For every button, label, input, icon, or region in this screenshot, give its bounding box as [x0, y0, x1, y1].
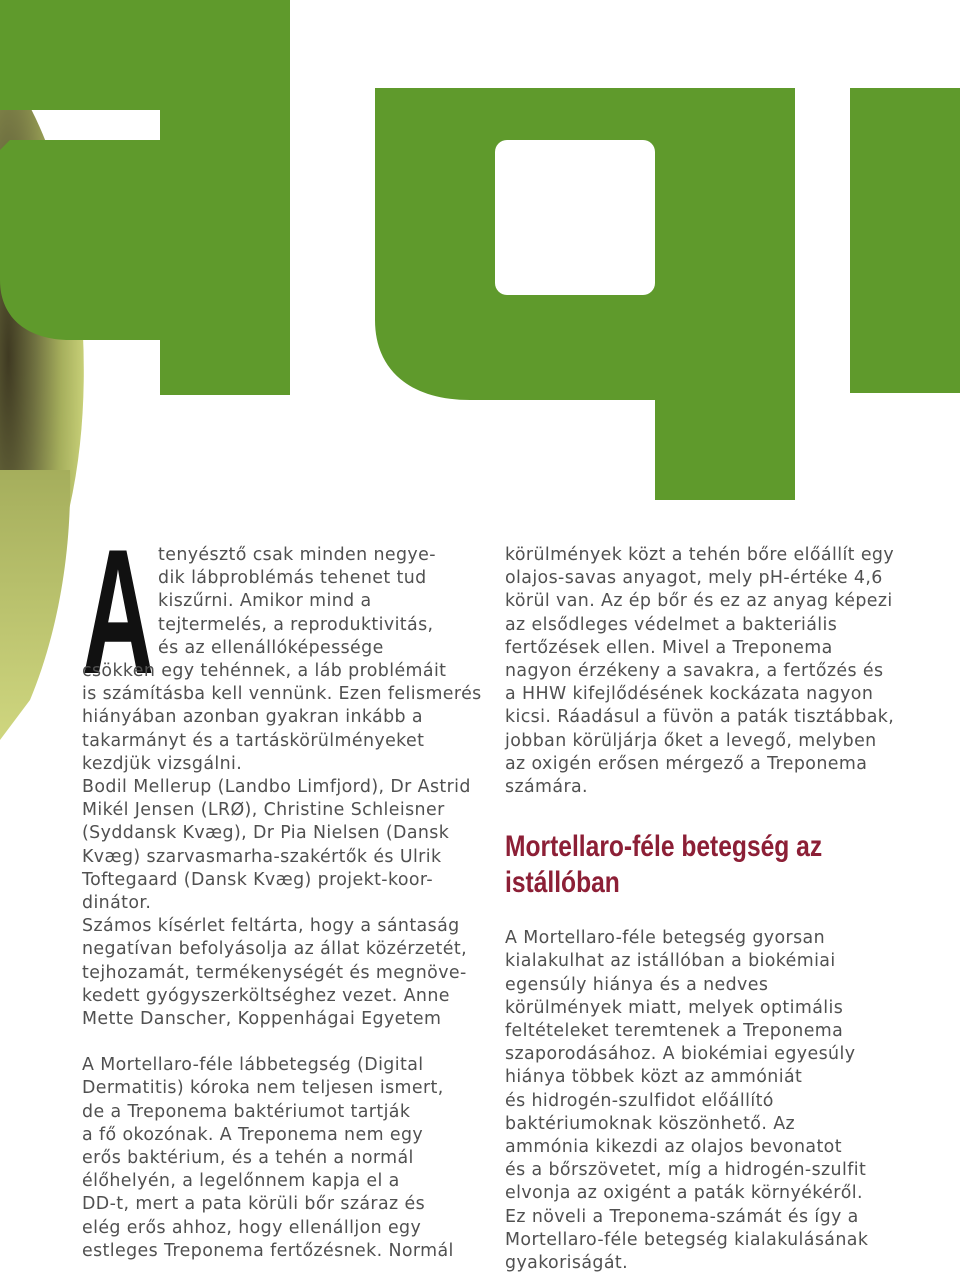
logo-letter-a — [0, 0, 290, 395]
agro-logo — [0, 0, 960, 520]
intro-paragraph: csökken egy tehénnek, a láb problémáit is számításba kell vennünk. Ezen felismerés hiányában azonban gyakran inkább a takarmányt és a tartáskörülményeket kezdjük vizsgálni. — [82, 661, 482, 774]
section-heading: Mortellaro-féle betegség az istállóban — [505, 830, 823, 900]
intro-paragraph-lead: tenyésztő csak minden negye- dik lábproblémás tehenet tud kiszűrni. Amikor mind a tejtermelés, a reproduktivitás, és az ellenállóképessége — [158, 545, 436, 658]
research-paragraph: Számos kísérlet feltárta, hogy a sántaság negatívan befolyásolja az állat közérzetét, tejhozamát, termékenységét és megnöve- kedett gyógyszerköltséghez vezet. Anne Mette Danscher, Koppenhágai Egyetem — [82, 916, 467, 1030]
mortellaro-intro-paragraph: A Mortellaro-féle lábbetegség (Digital Dermatitis) kóroka nem teljesen ismert, de a Treponema baktériumot tartják a fő okozónak. A Treponema nem egy erős baktérium, és a tehén a normál élőhelyén, a legelőnnem kapja el a DD-t, mert a pata körüli bőr száraz és elég erős ahhoz, hogy ellenálljon egy estleges Treponema fertőzésnek. Normál — [82, 1055, 454, 1261]
article-left-column — [82, 512, 486, 1263]
article-right-column — [505, 544, 915, 1275]
logo-letter-r — [850, 88, 960, 393]
experts-paragraph: Bodil Mellerup (Landbo Limfjord), Dr Astrid Mikél Jensen (LRØ), Christine Schleisner (Syddansk Kvæg), Dr Pia Nielsen (Dansk Kvæg) szarvasmarha-szakértők és Ulrik Toftegaard (Dansk Kvæg) projekt-koor- dinátor. — [82, 777, 471, 914]
hero-banner — [0, 0, 960, 520]
drop-cap: A — [82, 512, 154, 711]
stable-paragraph: A Mortellaro-féle betegség gyorsan kialakulhat az istállóban a biokémiai egensúly hiánya és a nedves körülmények miatt, melyek optimális feltételeket teremtenek a Treponema szaporodásához. A biokémiai egyesúly hiánya többek közt az ammóniát és hidrogén-szulfidot előállító baktériumoknak köszönhető. Az ammónia kikezdi az olajos bevonatot és a bőrszövetet, míg a hidrogén-szulfit elvonja az oxigént a paták környékéről. Ez növeli a Treponema-számát és így a Mortellaro-féle betegség kialakulásának gyakoriságát. — [505, 928, 869, 1274]
continuation-paragraph: körülmények közt a tehén bőre előállít egy olajos-savas anyagot, mely pH-értéke 4,6 körül van. Az ép bőr és ez az anyag képezi az elsődleges védelmet a bakteriális fertőzések ellen. Mivel a Treponema nagyon érzékeny a savakra, a fertőzés és a HHW kifejlődésének kockázata nagyon kicsi. Ráadásul a füvön a paták tisztábbak, jobban körüljárja őket a levegő, melyben az oxigén erősen mérgező a Treponema számára. — [505, 545, 895, 798]
